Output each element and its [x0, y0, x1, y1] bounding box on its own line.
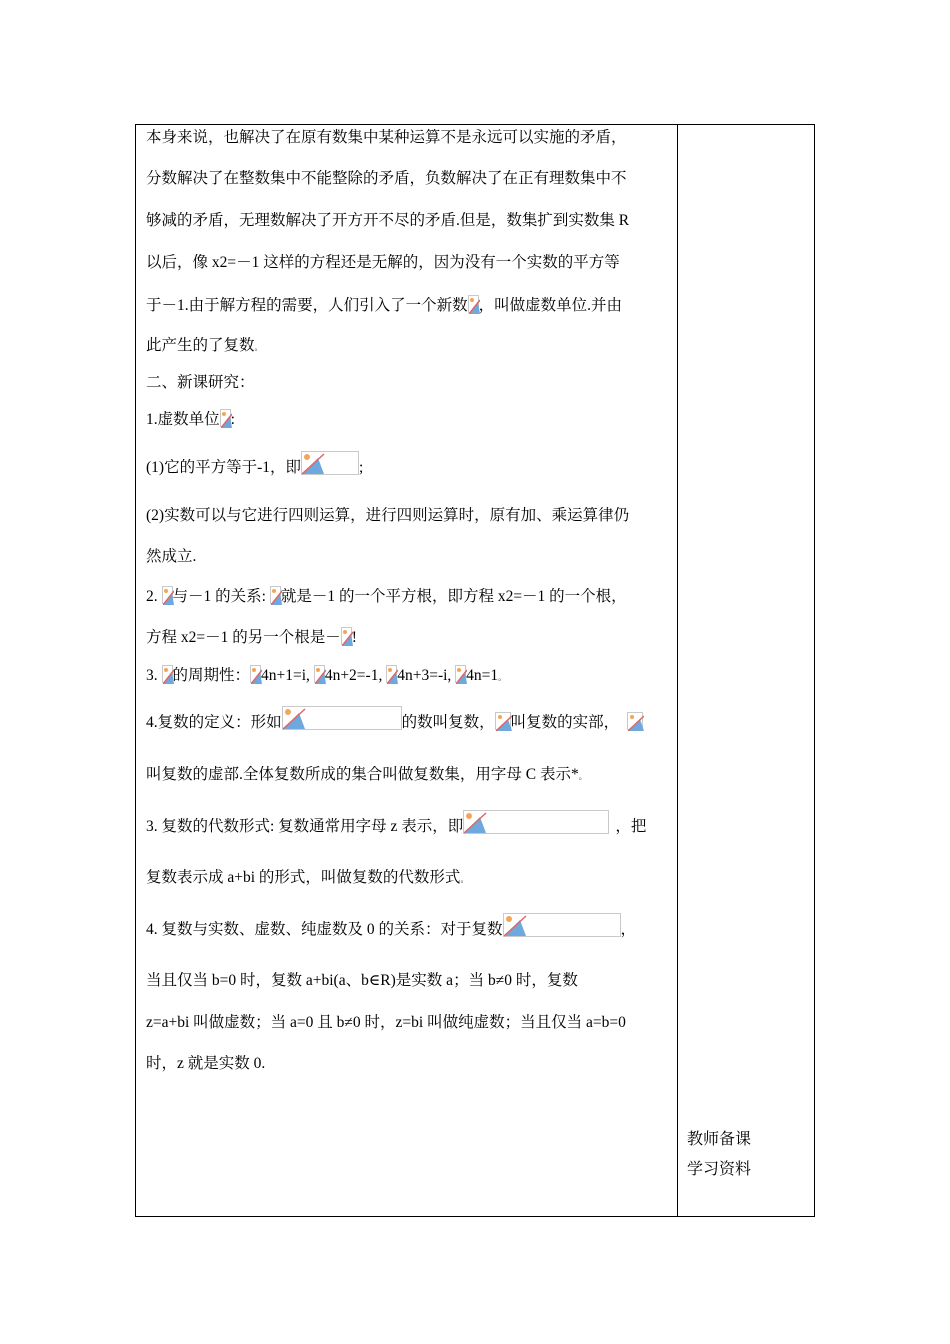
- broken-image-icon: [503, 913, 621, 937]
- broken-image-icon: [220, 409, 231, 427]
- broken-image-icon: [468, 295, 479, 313]
- document-table: [135, 124, 815, 1217]
- text-line: 当且仅当 b=0 时，复数 a+bi(a、b∈R)是实数 a；当 b≠0 时，复数: [146, 972, 578, 989]
- text-span: 3.: [146, 667, 162, 684]
- text-span: 复数表示成 a+bi 的形式，叫做复数的代数形式: [146, 869, 461, 886]
- section-heading: 二、新课研究：: [146, 374, 255, 391]
- end-mark: 。: [254, 343, 263, 352]
- broken-image-icon: [455, 665, 466, 683]
- side-label: 教师备课: [687, 1131, 752, 1148]
- text-span: !: [351, 629, 357, 646]
- text-line: [146, 765, 587, 787]
- text-span: 4n=1: [466, 667, 499, 684]
- broken-image-icon: [463, 810, 609, 834]
- text-line: 以后，像 x2=－1 这样的方程还是无解的，因为没有一个实数的平方等: [146, 254, 620, 271]
- text-span: ，: [620, 921, 637, 938]
- text-span: 4n+1=i,: [261, 667, 314, 684]
- text-span: 4n+2=-1,: [324, 667, 387, 684]
- text-span: (1)它的平方等于-1，即: [146, 459, 301, 476]
- text-span: 1.虚数单位: [146, 411, 220, 428]
- text-span: 叫复数的虚部.全体复数所成的集合叫做复数集，用字母 C 表示*: [146, 766, 579, 783]
- text-line: [146, 336, 263, 358]
- text-line: [146, 868, 468, 890]
- text-span: 方程 x2=－1 的另一个根是－: [146, 629, 341, 646]
- text-line: 分数解决了在整数集中不能整除的矛盾，负数解决了在正有理数集中不: [146, 170, 627, 187]
- text-span: 2.: [146, 588, 162, 605]
- end-mark: 。: [460, 875, 469, 884]
- text-span: 与－1 的关系:: [172, 588, 270, 605]
- broken-image-icon: [386, 665, 397, 683]
- text-span: ;: [359, 459, 364, 476]
- text-line: [146, 295, 622, 316]
- broken-image-icon: [250, 665, 261, 683]
- text-line: 本身来说，也解决了在原有数集中某种运算不是永远可以实施的矛盾，: [146, 129, 627, 146]
- broken-image-icon: [270, 586, 281, 604]
- broken-image-icon: [282, 706, 402, 730]
- text-span: 4.复数的定义：形如: [146, 714, 282, 731]
- column-divider: [677, 125, 678, 1216]
- text-span: 此产生的了复数: [146, 337, 255, 354]
- text-span: 的数叫复数，: [401, 714, 495, 731]
- text-span: :: [230, 411, 235, 428]
- text-line: z=a+bi 叫做虚数；当 a=0 且 b≠0 时，z=bi 叫做纯虚数；当且仅当 a=b=0: [146, 1014, 626, 1031]
- text-span: ，把: [615, 818, 647, 835]
- text-line: [146, 409, 235, 430]
- end-mark: 。: [498, 673, 507, 682]
- text-line: 够减的矛盾，无理数解决了开方开不尽的矛盾.但是，数集扩到实数集 R: [146, 212, 630, 229]
- broken-image-icon: [627, 712, 643, 730]
- text-span: 3. 复数的代数形式: 复数通常用字母 z 表示，即: [146, 818, 464, 835]
- text-line: 时，z 就是实数 0.: [146, 1055, 266, 1072]
- text-line: (2)实数可以与它进行四则运算，进行四则运算时，原有加、乘运算律仍: [146, 507, 630, 524]
- text-line: 然成立.: [146, 548, 197, 565]
- broken-image-icon: [301, 451, 359, 475]
- broken-image-icon: [162, 586, 173, 604]
- text-span: 4n+3=-i,: [397, 667, 456, 684]
- end-mark: 。: [578, 772, 587, 781]
- text-line: [146, 810, 646, 837]
- text-line: [146, 627, 357, 648]
- text-line: [146, 451, 363, 478]
- text-line: [146, 586, 627, 607]
- broken-image-icon: [495, 712, 511, 730]
- side-column: [687, 1125, 751, 1185]
- broken-image-icon: [341, 627, 352, 645]
- text-line: [146, 665, 506, 688]
- broken-image-icon: [314, 665, 325, 683]
- text-span: 就是－1 的一个平方根，即方程 x2=－1 的一个根，: [280, 588, 627, 605]
- text-span: ，叫做虚数单位.并由: [478, 297, 623, 314]
- text-span: 叫复数的实部，: [510, 714, 620, 731]
- text-line: [146, 706, 643, 733]
- side-label: 学习资料: [687, 1161, 752, 1178]
- text-span: 的周期性：: [172, 667, 251, 684]
- text-span: 于－1.由于解方程的需要，人们引入了一个新数: [146, 297, 468, 314]
- text-line: [146, 913, 636, 940]
- text-span: 4. 复数与实数、虚数、纯虚数及 0 的关系：对于复数: [146, 921, 503, 938]
- broken-image-icon: [162, 665, 173, 683]
